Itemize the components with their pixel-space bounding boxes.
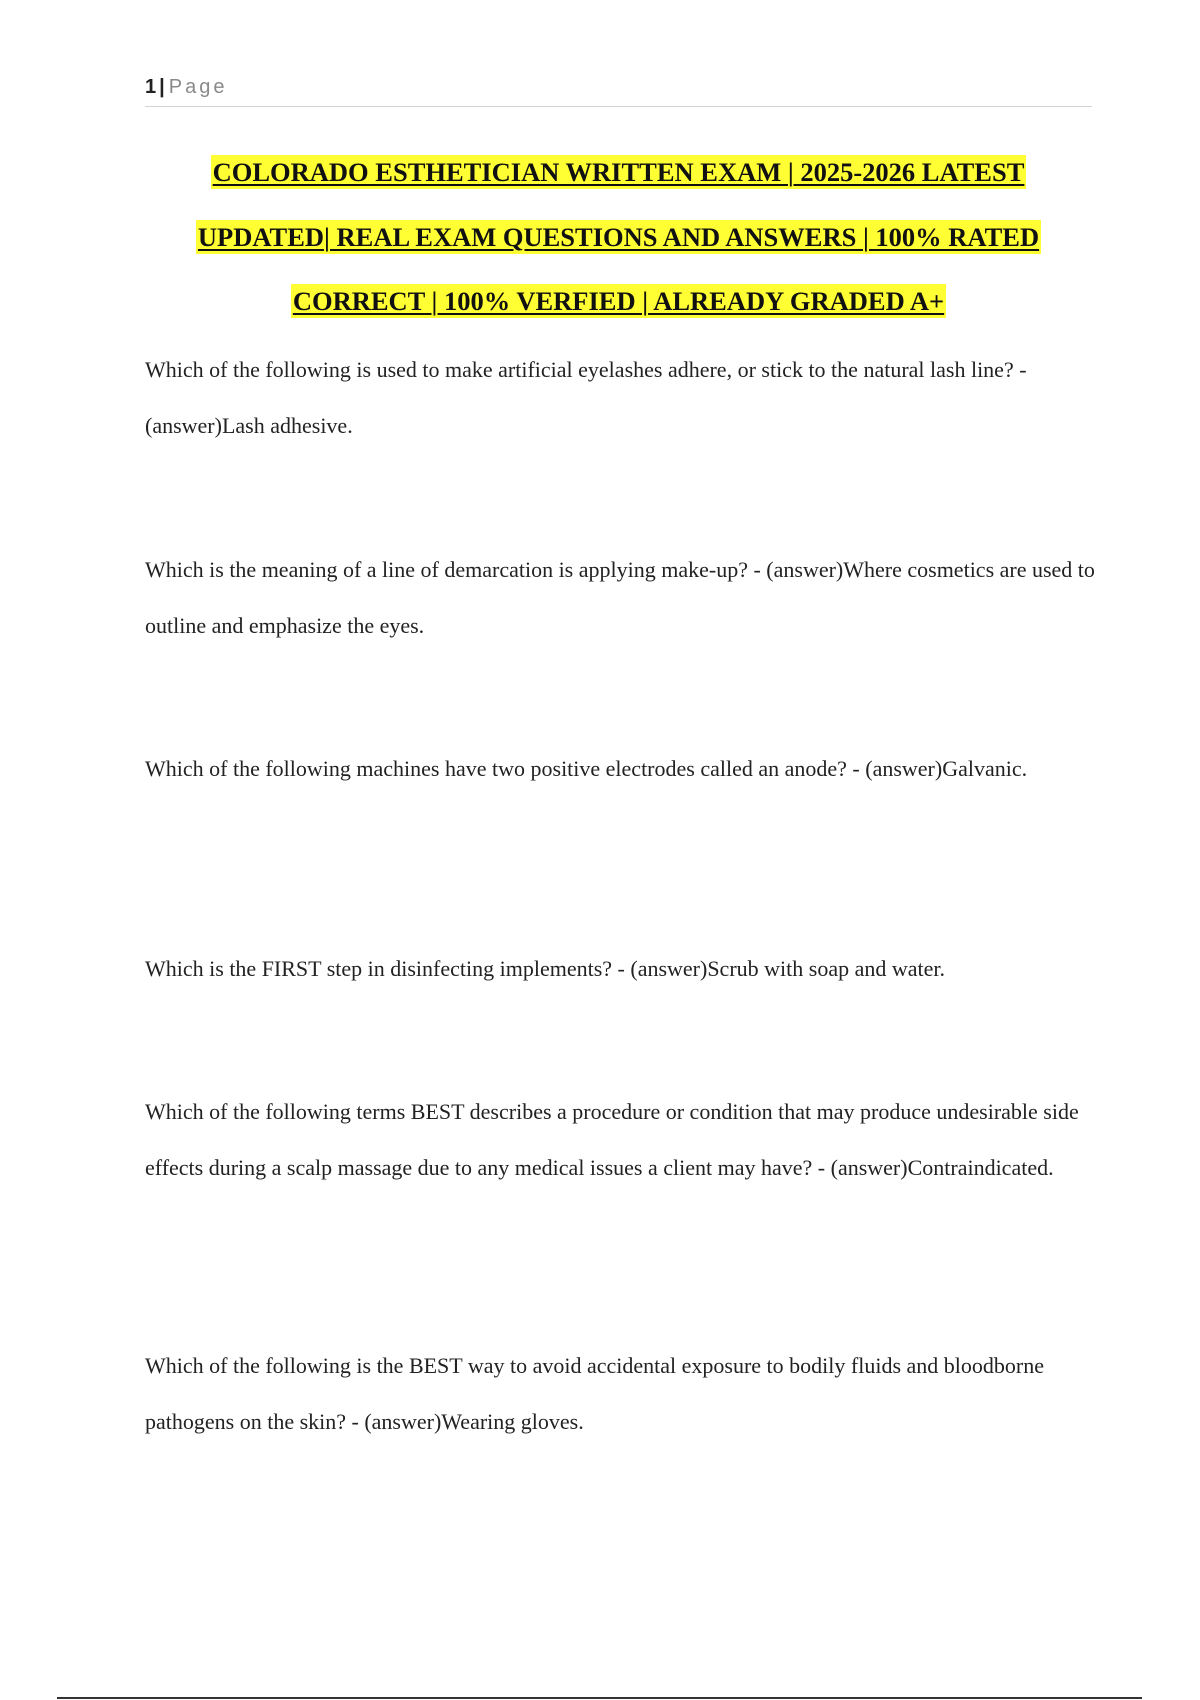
- document-title: [145, 140, 1092, 334]
- page-label: Page: [168, 76, 228, 98]
- title-line-2: UPDATED| REAL EXAM QUESTIONS AND ANSWERS | 100% RATED: [197, 221, 1040, 252]
- footer-divider: [57, 1697, 1142, 1699]
- question-answer-5: Which of the following terms BEST describes a procedure or condition that may produce undesirable side effects during a scalp massage due to any medical issues a client may have? - (answer)Contraindicated.: [145, 1099, 1079, 1180]
- page-separator: |: [159, 76, 165, 98]
- question-answer-1: Which of the following is used to make artificial eyelashes adhere, or stick to the natural lash line? - (answer)Lash adhesive.: [145, 357, 1027, 438]
- question-answer-2: Which is the meaning of a line of demarcation is applying make-up? - (answer)Where cosmetics are used to outline and emphasize the eyes.: [145, 557, 1095, 638]
- title-line-3: CORRECT | 100% VERFIED | ALREADY GRADED A+: [292, 286, 945, 316]
- page-header: [145, 72, 1092, 107]
- question-answer-4: Which is the FIRST step in disinfecting implements? - (answer)Scrub with soap and water.: [145, 956, 945, 981]
- question-answer-3: Which of the following machines have two positive electrodes called an anode? - (answer)Galvanic.: [145, 756, 1028, 781]
- title-line-1: COLORADO ESTHETICIAN WRITTEN EXAM | 2025-2026 LATEST: [212, 157, 1025, 187]
- page-number: 1: [145, 76, 157, 98]
- question-answer-6: Which of the following is the BEST way to avoid accidental exposure to bodily fluids and bloodborne pathogens on the skin? - (answer)Wearing gloves.: [145, 1353, 1044, 1434]
